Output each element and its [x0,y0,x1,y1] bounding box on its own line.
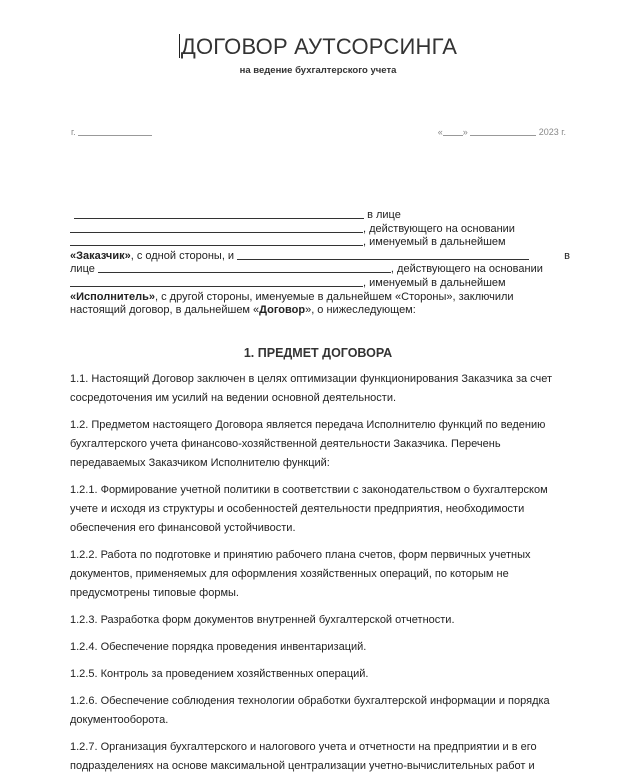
party-line: настоящий договор, в дальнейшем «Договор», о нижеследующем: [70,304,416,317]
section-heading: 1. ПРЕДМЕТ ДОГОВОРА [243,346,393,360]
parties-block [70,209,570,318]
party-line: , именуемый в дальнейшем [70,277,570,291]
year-suffix: 2023 г. [538,127,566,137]
contract-term: Договор [259,304,306,317]
party-line: «Заказчик», с одной стороны, и в [70,249,570,262]
party-line: лице , действующего на основании [70,263,543,276]
party-line: , именуемый в дальнейшем [70,236,570,250]
date-quote-close: » [462,127,468,137]
text-cursor [179,34,180,58]
executor-name-blank[interactable] [237,250,529,260]
city-blank[interactable] [78,126,152,136]
customer-basis-blank[interactable] [70,236,363,246]
clause-paragraph: 1.2.6. Обеспечение соблюдения технологии обработки бухгалтерской информации и порядка документооборота. [70,695,550,726]
customer-rep-blank[interactable] [70,223,363,233]
executor-basis-blank[interactable] [70,277,363,287]
clause-paragraph: 1.2.3. Разработка форм документов внутренней бухгалтерской отчетности. [70,614,455,626]
customer-name-blank[interactable] [74,209,364,219]
clause-paragraph: 1.2. Предметом настоящего Договора является передача Исполнителю функций по ведению бухгалтерского учета финансово-хозяйственной деятельности Заказчика. Перечень передаваемых Заказчиком Исполнителю функций: [70,419,546,469]
executor-term: «Исполнитель» [70,290,155,303]
clause-paragraph: 1.2.2. Работа по подготовке и принятию рабочего плана счетов, форм первичных учетных документов, применяемых для оформления хозяйственных операций, по которым не предусмотрены типовые формы. [70,549,531,599]
clause-paragraph: 1.2.1. Формирование учетной политики в соответствии с законодательством о бухгалтерском учете и исходя из структуры и особенностей деятельности предприятия, необходимости обеспечения его финансовой устойчивости. [70,484,548,534]
clause-paragraph: 1.2.4. Обеспечение порядка проведения инвентаризаций. [70,641,367,653]
section-body [70,370,570,784]
date-field [438,126,566,137]
city-prefix: г. [71,127,76,137]
clause-paragraph: 1.2.5. Контроль за проведением хозяйственных операций. [70,668,369,680]
month-blank[interactable] [470,126,536,136]
party-line: , действующего на основании [70,223,570,237]
document-subtitle: на ведение бухгалтерского учета [239,65,397,76]
party-line: «Исполнитель», с другой стороны, именуемые в дальнейшем «Стороны», заключили [70,290,514,303]
clause-paragraph: 1.2.7. Организация бухгалтерского и налогового учета и отчетности на предприятии и в его подразделениях на основе максимальной централизации учетно-вычислительных работ и [70,741,537,772]
clause-paragraph: 1.1. Настоящий Договор заключен в целях оптимизации функционирования Заказчика за счет сосредоточения им усилий на ведении основной деятельности. [70,373,553,404]
date-quote-open: « [437,127,443,137]
customer-term: «Заказчик» [70,249,131,262]
day-blank[interactable] [443,126,463,136]
document-title: ДОГОВОР АУТСОРСИНГА [180,34,458,59]
executor-rep-blank[interactable] [98,263,391,273]
city-field [71,126,152,137]
party-line: в лице [70,209,570,223]
